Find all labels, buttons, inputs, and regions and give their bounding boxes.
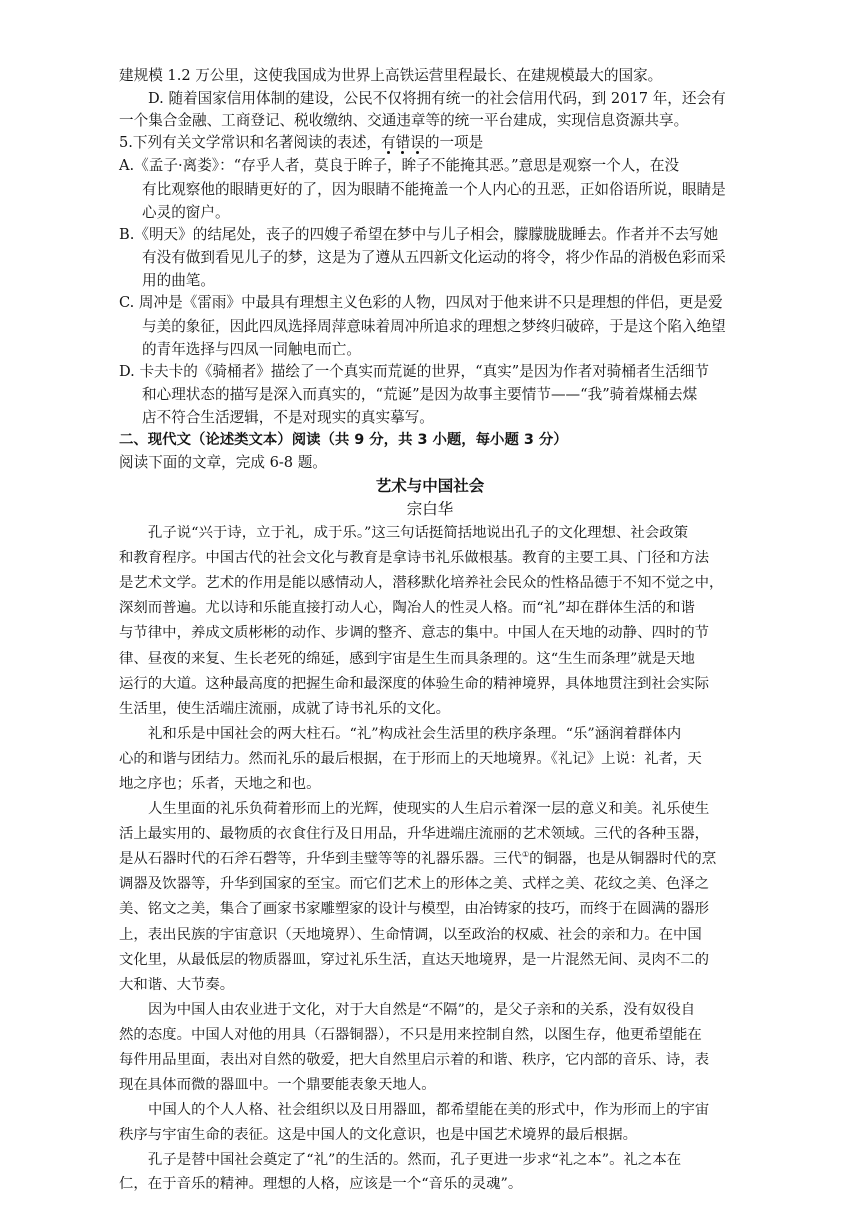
paragraph-line: 美、铭文之美，集合了画家书家雕塑家的设计与模型，由冶铸家的技巧，而终于在圆满的器形 <box>119 901 710 917</box>
section-heading: 二、现代文（论述类文本）阅读（共 9 分，共 3 小题，每小题 3 分） <box>119 432 568 448</box>
q5-option-a-line: 心灵的窗户。 <box>142 204 230 221</box>
paragraph-line: 和教育程序。中国古代的社会文化与教育是拿诗书礼乐做根基。教育的主要工具、门径和方法 <box>119 550 710 566</box>
paragraph-line: 大和谐、大节奏。 <box>119 977 235 993</box>
paragraph-line: 文化里，从最低层的物质器皿，穿过礼乐生活，直达天地境界，是一片混然无间、灵肉不二的 <box>119 952 710 968</box>
paragraph-line: 是从石器时代的石斧石磬等，升华到圭璧等等的礼器乐器。三代①的铜器，也是从铜器时代的烹 <box>119 850 717 867</box>
paragraph-line: 生活里，使生活端庄流丽，成就了诗书礼乐的文化。 <box>119 701 450 717</box>
emphasis-char: 有 <box>381 134 396 151</box>
q4-option-d-line: 一个集合金融、工商登记、税收缴纳、交通违章等的统一平台建成，实现信息资源共享。 <box>119 112 689 129</box>
q5-option-d-line: 和心理状态的描写是深入而真实的，“荒诞”是因为故事主要情节——“我”骑着煤桶去煤 <box>142 386 698 403</box>
paragraph-line: 上，表出民族的宇宙意识（天地境界）、生命情调，以至政治的权威、社会的亲和力。在中国 <box>119 927 702 943</box>
q5-option-c-line: C. 周冲是《雷雨》中最具有理想主义色彩的人物，四凤对于他来讲不只是理想的伴侣，更是爱 <box>119 294 723 311</box>
q5-option-d-line: D. 卡夫卡的《骑桶者》描绘了一个真实而荒诞的世界，“真实”是因为作者对骑桶者生活细节 <box>119 363 709 380</box>
paragraph-line: 中国人的个人人格、社会组织以及日用器皿，都希望能在美的形式中，作为形而上的宇宙 <box>148 1102 710 1118</box>
q5-stem <box>119 131 483 155</box>
paragraph-line: 是艺术文学。艺术的作用是能以感情动人，潜移默化培养社会民众的性格品德于不知不觉之中， <box>119 575 724 591</box>
paragraph-line: 每件用品里面，表出对自然的敬爱，把大自然里启示着的和谐、秩序，它内部的音乐、诗，表 <box>119 1052 710 1068</box>
paragraph-line: 深刻而普遍。尤以诗和乐能直接打动人心，陶冶人的性灵人格。而“礼”却在群体生活的和谐 <box>119 600 695 616</box>
section-instruction: 阅读下面的文章，完成 6-8 题。 <box>119 454 327 471</box>
paragraph-line: 与节律中，养成文质彬彬的动作、步调的整齐、意志的集中。中国人在天地的动静、四时的节 <box>119 625 710 641</box>
paragraph-line: 活上最实用的、最物质的衣食住行及日用品，升华进端庄流丽的艺术领域。三代的各种玉器， <box>119 826 710 842</box>
q5-stem-text: 的一项是 <box>424 134 484 151</box>
q5-stem-text: 5.下列有关文学常识和名著阅读的表述， <box>119 134 382 151</box>
paragraph-line: 运行的大道。这种最高度的把握生命和最深度的体验生命的精神境界，具体地贯注到社会实际 <box>119 676 710 692</box>
paragraph-line: 仁，在于音乐的精神。理想的人格，应该是一个“音乐的灵魂”。 <box>119 1176 523 1192</box>
paragraph-line: 孔子说“兴于诗，立于礼，成于乐。”这三句话挺简括地说出孔子的文化理想、社会政策 <box>148 525 688 541</box>
footnote-marker: ① <box>521 850 530 859</box>
paragraph-line: 律、昼夜的来复、生长老死的绵延，感到宇宙是生生而具条理的。这“生生而条理”就是天地 <box>119 651 695 667</box>
paragraph-line: 秩序与宇宙生命的表征。这是中国人的文化意识，也是中国艺术境界的最后根据。 <box>119 1127 638 1143</box>
paragraph-line: 因为中国人由农业进于文化，对于大自然是“不隔”的，是父子亲和的关系，没有奴役自 <box>148 1002 696 1018</box>
q5-option-b-line: 用的曲笔。 <box>142 272 215 289</box>
paragraph-line: 调器及饮器等，升华到国家的至宝。而它们艺术上的形体之美、式样之美、花纹之美、色泽之 <box>119 876 710 892</box>
q5-option-b-line: 有没有做到看见儿子的梦，这是为了遵从五四新文化运动的将令，将少作品的消极色彩而采 <box>142 249 726 266</box>
paragraph-line: 孔子是替中国社会奠定了“礼”的生活的。然而，孔子更进一步求“礼之本”。礼之本在 <box>148 1152 682 1168</box>
paragraph-line: 礼和乐是中国社会的两大柱石。“礼”构成社会生活里的秩序条理。“乐”涵润着群体内 <box>148 726 682 742</box>
q5-option-a-line: A.《孟子·离娄》：“存乎人者，莫良于眸子，眸子不能掩其恶。”意思是观察一个人，在没 <box>119 157 680 174</box>
q5-option-a-line: 有比观察他的眼睛更好的了，因为眼睛不能掩盖一个人内心的丑恶，正如俗语所说，眼睛是 <box>142 181 726 198</box>
q4-option-d-line: D. 随着国家信用体制的建设，公民不仅将拥有统一的社会信用代码，到 2017 年，还会有 <box>148 90 726 107</box>
paragraph-line: 现在具体而微的器皿中。一个鼎要能表象天地人。 <box>119 1077 436 1093</box>
q5-option-c-line: 的青年选择与四凤一同触电而亡。 <box>142 341 361 358</box>
q5-option-c-line: 与美的象征，因此四凤选择周萍意味着周冲所追求的理想之梦终归破碎，于是这个陷入绝望 <box>142 318 726 335</box>
article-title: 艺术与中国社会 <box>375 477 485 495</box>
paragraph-line: 地之序也；乐者，天地之和也。 <box>119 776 321 792</box>
paragraph-line: 心的和谐与团结力。然而礼乐的最后根据，在于形而上的天地境界。《礼记》上说：礼者，天 <box>119 751 702 767</box>
emphasis-char: 误 <box>410 134 425 151</box>
paragraph-line: 然的态度。中国人对他的用具（石器铜器），不只是用来控制自然，以图生存，他更希望能在 <box>119 1027 702 1043</box>
emphasis-char: 错 <box>396 134 411 151</box>
paragraph-line: 人生里面的礼乐负荷着形而上的光辉，使现实的人生启示着深一层的意义和美。礼乐使生 <box>148 801 710 817</box>
article-author: 宗白华 <box>406 500 454 518</box>
q4-previous-line: 建规模 1.2 万公里，这使我国成为世界上高铁运营里程最长、在建规模最大的国家。 <box>119 67 663 84</box>
q5-option-d-line: 店不符合生活逻辑，不是对现实的真实摹写。 <box>142 409 434 426</box>
q5-option-b-line: B.《明天》的结尾处，丧子的四嫂子希望在梦中与儿子相会，朦朦胧胧睡去。作者并不去写她 <box>119 226 719 243</box>
